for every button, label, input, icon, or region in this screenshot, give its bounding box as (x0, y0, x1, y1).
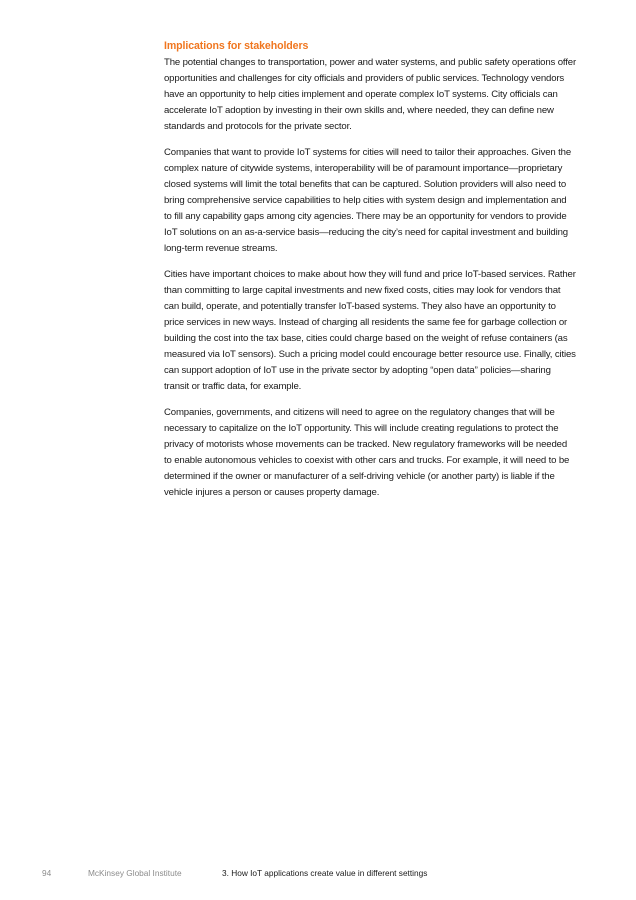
paragraph-1: The potential changes to transportation, power and water systems, and public safety operations offer opportunities and challenges for city officials and providers of public services. Technology vendors have an opportunity to help cities implement and operate complex IoT systems. City officials can accelerate IoT adoption by investing in their own skills and, where needed, they can define new standards and protocols for the private sector. (164, 57, 576, 132)
article-section (164, 38, 576, 511)
paragraph-4: Companies, governments, and citizens will need to agree on the regulatory changes that will be necessary to capitalize on the IoT opportunity. This will include creating regulations to protect the privacy of motorists whose movements can be tracked. New regulatory frameworks will be needed to enable autonomous vehicles to coexist with other cars and trucks. For example, it will need to be determined if the owner or manufacturer of a self-driving vehicle (or another party) is liable if the vehicle injures a person or causes property damage. (164, 407, 570, 498)
chapter-title: 3. How IoT applications create value in different settings (222, 868, 428, 878)
page-number: 94 (42, 868, 52, 878)
section-heading: Implications for stakeholders (164, 40, 309, 52)
paragraph-3: Cities have important choices to make about how they will fund and price IoT-based services. Rather than committing to large capital investments and new fixed costs, cities may look for vendors that can build, operate, and potentially transfer IoT-based systems. They also have an opportunity to price services in new ways. Instead of charging all residents the same fee for garbage collection or building the cost into the tax base, cities could charge based on the weight of refuse containers (as measured via IoT sensors). Such a pricing model could encourage better resource use. Finally, cities can support adoption of IoT use in the private sector by adopting “open data” policies—sharing transit or traffic data, for example. (164, 269, 576, 392)
paragraph-2: Companies that want to provide IoT systems for cities will need to tailor their approaches. Given the complex nature of citywide systems, interoperability will be of paramount importance—proprietary closed systems will limit the total benefits that can be captured. Solution providers will also need to bring comprehensive service capabilities to help cities with system design and implementation and to fill any capability gaps among city agencies. There may be an opportunity for vendors to provide IoT solutions on an as-a-service basis—reducing the city’s need for capital investment and building long-term revenue streams. (164, 147, 572, 254)
publisher-name: McKinsey Global Institute (88, 868, 182, 878)
page-footer (0, 866, 636, 882)
